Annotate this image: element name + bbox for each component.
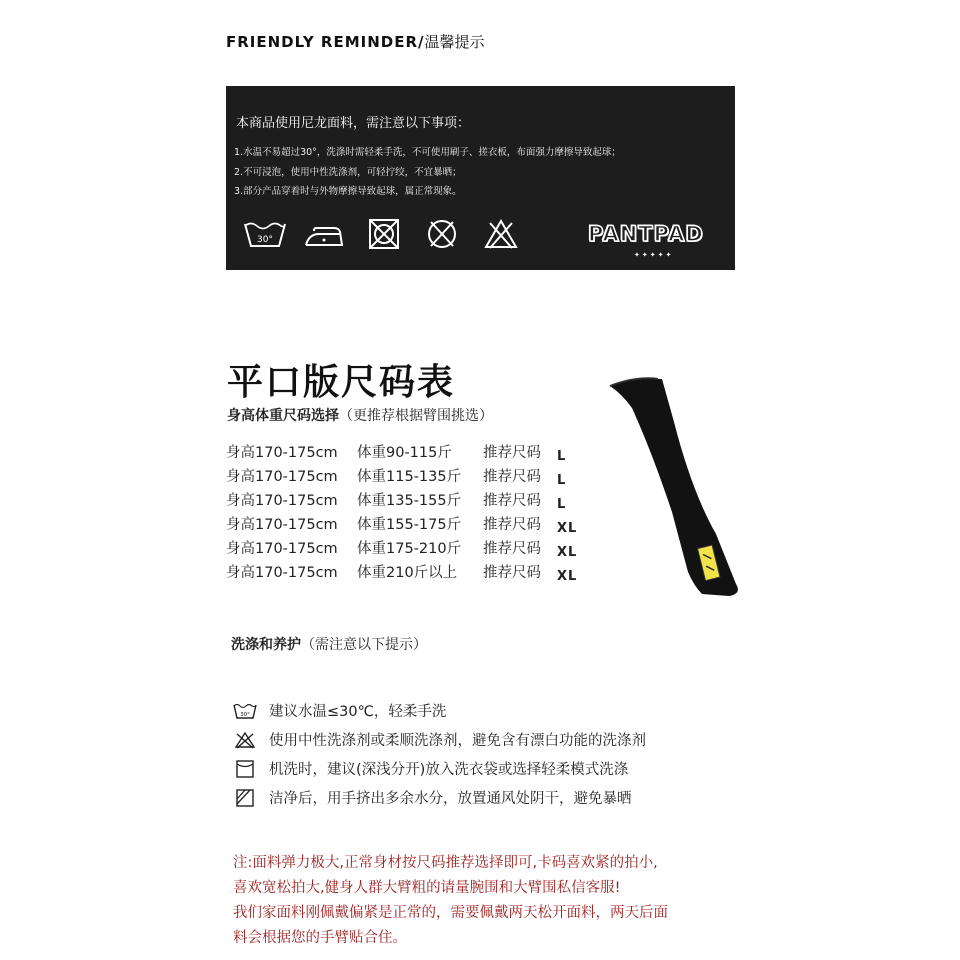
no-bleach-icon (478, 217, 524, 251)
row-recommend-label: 推荐尺码 (483, 469, 541, 485)
size-row (226, 489, 577, 513)
washing-item-text: 建议水温≤30℃，轻柔手洗 (269, 704, 447, 720)
row-weight: 体重155-175斤 (357, 517, 462, 533)
size-row (226, 513, 577, 537)
brand-stars: ✦✦✦✦✦ (634, 251, 674, 259)
washing-heading-bold: 洗涤和养护 (231, 637, 301, 653)
washing-item (233, 783, 646, 812)
row-recommend-label: 推荐尺码 (483, 517, 541, 533)
washing-heading (231, 634, 427, 654)
row-weight: 体重135-155斤 (357, 493, 462, 509)
wash-temp-label: 30° (257, 235, 273, 245)
arm-sleeve-image (596, 372, 746, 602)
iron-icon (301, 217, 347, 251)
row-recommend-label: 推荐尺码 (483, 493, 541, 509)
row-size: XL (557, 545, 578, 560)
reminder-header (226, 31, 485, 52)
size-row (226, 441, 577, 465)
notice-line: 1.水温不易超过30°，洗涤时需轻柔手洗，不可使用刷子、搓衣板，布面强力摩擦导致起球； (234, 147, 621, 158)
fit-note-line: 料会根据您的手臂贴合住。 (233, 930, 407, 946)
row-recommend-label: 推荐尺码 (483, 565, 541, 581)
row-size: XL (557, 569, 578, 584)
row-weight: 体重210斤以上 (357, 565, 458, 581)
washing-item-text: 机洗时，建议(深浅分开)放入洗衣袋或选择轻柔模式洗涤 (269, 762, 629, 778)
wash-icon-temp: 30° (240, 711, 250, 718)
washing-list (233, 696, 646, 812)
row-recommend-label: 推荐尺码 (483, 445, 541, 461)
row-size: XL (557, 521, 578, 536)
fit-note-line: 注:面料弹力极大,正常身材按尺码推荐选择即可,卡码喜欢紧的拍小, (233, 855, 658, 871)
row-size: L (557, 497, 567, 512)
row-weight: 体重90-115斤 (357, 445, 452, 461)
washing-item-text: 使用中性洗涤剂或柔顺洗涤剂，避免含有漂白功能的洗涤剂 (269, 733, 646, 749)
dry-in-shade-icon (233, 788, 257, 808)
row-recommend-label: 推荐尺码 (483, 541, 541, 557)
washing-item (233, 725, 646, 754)
washing-item (233, 754, 646, 783)
no-tumble-dry-icon (360, 217, 406, 251)
wash-30-icon (242, 217, 288, 251)
care-symbols (242, 217, 524, 251)
row-size: L (557, 473, 567, 488)
fit-note-line: 喜欢宽松拍大,健身人群大臂粗的请量腕围和大臂围私信客服! (233, 880, 621, 896)
laundry-bag-icon (233, 759, 257, 779)
notice-title: 本商品使用尼龙面料，需注意以下事项： (236, 116, 471, 131)
washing-heading-note: （需注意以下提示） (301, 637, 427, 653)
care-notice-box (226, 86, 735, 270)
fit-note-line: 我们家面料刚佩戴偏紧是正常的，需要佩戴两天松开面料，两天后面 (233, 905, 668, 921)
washing-item-text: 洁净后，用手挤出多余水分，放置通风处阴干，避免暴晒 (269, 791, 632, 807)
row-weight: 体重175-210斤 (357, 541, 462, 557)
reminder-header-en: FRIENDLY REMINDER/ (226, 33, 425, 51)
row-height: 身高170-175cm (226, 469, 338, 485)
row-weight: 体重115-135斤 (357, 469, 462, 485)
notice-line: 3.部分产品穿着时与外物摩擦导致起球，属正常现象。 (234, 186, 462, 197)
size-subtitle-bold: 身高体重尺码选择 (227, 408, 339, 424)
row-height: 身高170-175cm (226, 445, 338, 461)
washing-item (233, 696, 646, 725)
no-bleach-icon (233, 730, 257, 750)
row-height: 身高170-175cm (226, 565, 338, 581)
row-height: 身高170-175cm (226, 493, 338, 509)
no-dry-clean-icon (419, 217, 465, 251)
wash-30-icon (233, 701, 257, 721)
brand-logo-text: PANTPAD (588, 222, 704, 246)
size-subtitle-note: （更推荐根据臂围挑选） (339, 408, 493, 424)
row-size: L (557, 449, 567, 464)
row-height: 身高170-175cm (226, 541, 338, 557)
brand-logo (588, 222, 704, 246)
size-chart-title: 平口版尺码表 (227, 362, 456, 403)
notice-line: 2.不可浸泡，使用中性洗涤剂，可轻拧绞，不宜暴晒； (234, 167, 462, 178)
reminder-header-cn: 温馨提示 (424, 33, 485, 51)
size-chart-subtitle (227, 405, 493, 425)
size-table (226, 441, 577, 585)
size-row (226, 465, 577, 489)
fit-note (233, 851, 753, 951)
size-row (226, 537, 577, 561)
size-row (226, 561, 577, 585)
row-height: 身高170-175cm (226, 517, 338, 533)
